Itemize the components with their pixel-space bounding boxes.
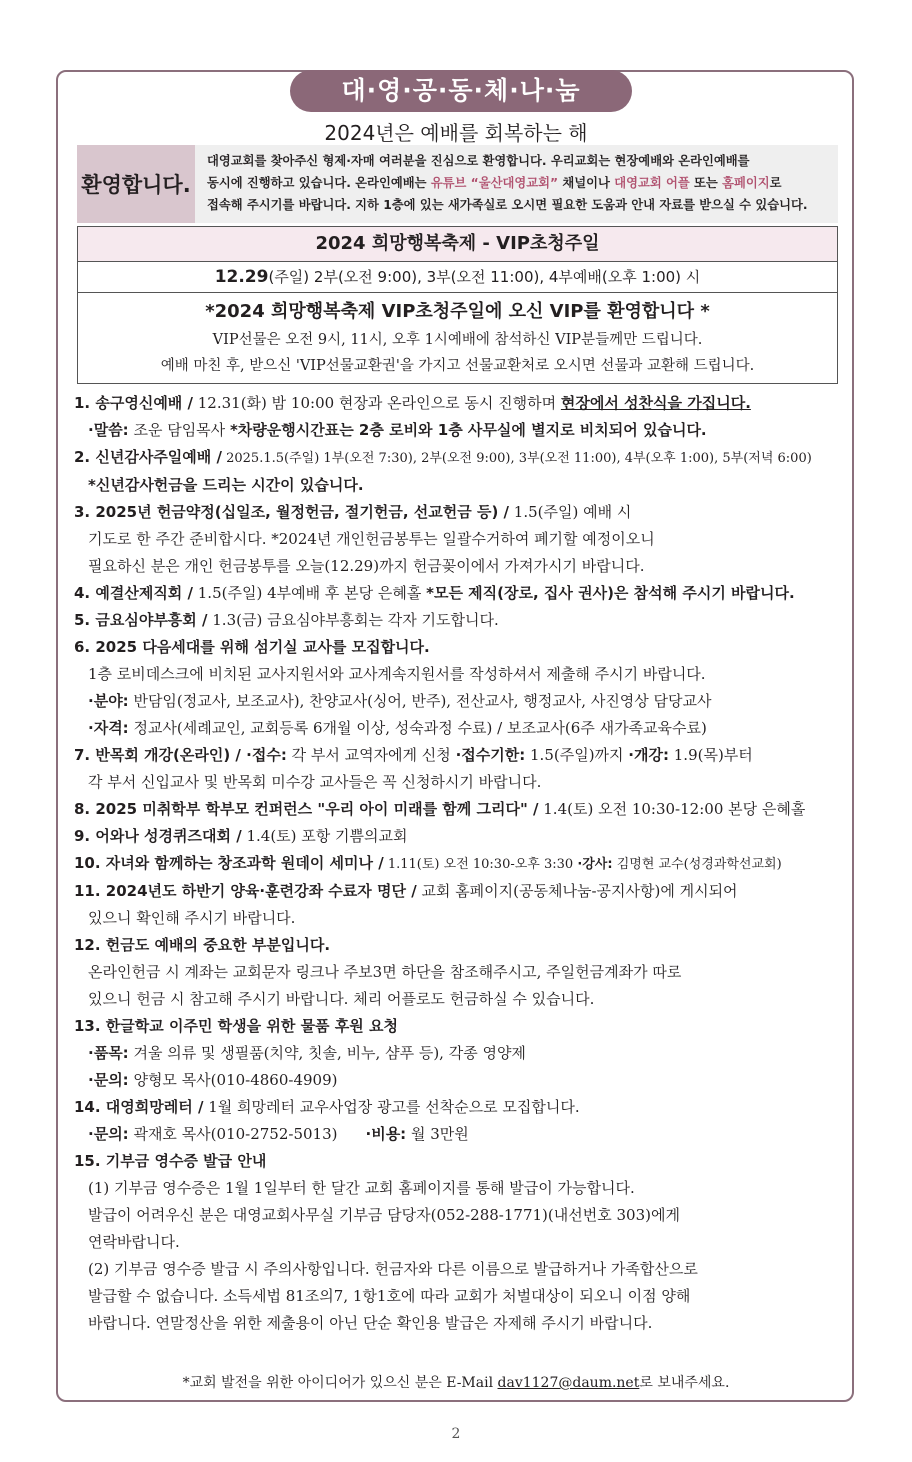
item-label: ·강사: xyxy=(577,857,613,872)
item-label: ·문의: xyxy=(88,1125,129,1143)
vip-line: VIP선물은 오전 9시, 11시, 오후 1시예배에 참석하신 VIP분들께만 드립니다. xyxy=(212,332,703,348)
announcement-line: 1층 로비데스크에 비치된 교사지원서와 교사계속지원서를 작성하셔서 제출해 주시기 바랍니다. xyxy=(88,665,706,683)
item-text: 1.4(토) 포항 기쁨의교회 xyxy=(241,827,408,845)
item-label: ·품목: xyxy=(88,1044,129,1062)
item-text: 2025.1.5(주일) 1부(오전 7:30), 2부(오전 9:00), 3부(오전 11:00), 4부(오후 1:00), 5부(저녁 6:00) xyxy=(221,451,812,466)
announcement-9 xyxy=(74,823,849,850)
item-title: 11. 2024년도 하반기 양육·훈련강좌 수료자 명단 / xyxy=(74,882,417,900)
welcome-line: 접속해 주시기를 바랍니다. 지하 1층에 있는 새가족실로 오시면 필요한 도움과 안내 자료를 받으실 수 있습니다. xyxy=(207,198,808,212)
item-text: 1월 희망레터 교우사업장 광고를 선착순으로 모집합니다. xyxy=(203,1098,580,1116)
item-text: 1.5(주일) 예배 시 xyxy=(509,503,632,521)
announcement-line xyxy=(74,417,849,444)
announcement-line xyxy=(74,688,849,715)
announcement-line: (1) 기부금 영수증은 1월 1일부터 한 달간 교회 홈페이지를 통해 발급이 가능합니다. xyxy=(88,1179,635,1197)
welcome-line xyxy=(207,172,838,194)
announcement-line: 있으니 확인해 주시기 바랍니다. xyxy=(88,909,296,927)
welcome-text xyxy=(195,145,838,223)
item-title: 3. 2025년 헌금약정(십일조, 월정헌금, 절기헌금, 선교헌금 등) / xyxy=(74,503,510,521)
welcome-text-span: 채널이나 xyxy=(558,176,615,190)
item-text: 반담임(정교사, 보조교사), 찬양교사(싱어, 반주), 전산교사, 행정교사, 사진영상 담당교사 xyxy=(128,692,712,710)
vip-date xyxy=(78,262,837,293)
announcement-line: 연락바랍니다. xyxy=(88,1233,180,1251)
vip-box xyxy=(77,226,838,384)
item-label: ·말씀: xyxy=(88,421,129,439)
vip-title: 2024 희망행복축제 - VIP초청주일 xyxy=(78,227,837,262)
item-title: 2. 신년감사주일예배 / xyxy=(74,448,222,466)
announcement-5 xyxy=(74,607,849,634)
announcement-13 xyxy=(74,1013,849,1040)
announcement-line: 필요하신 분은 개인 헌금봉투를 오늘(12.29)까지 헌금꽂이에서 가져가시기 바랍니다. xyxy=(88,557,645,575)
item-text: 현장에서 성찬식을 가집니다. xyxy=(560,394,751,412)
announcement-line: 있으니 헌금 시 참고해 주시기 바랍니다. 체리 어플로도 헌금하실 수 있습니다. xyxy=(88,990,595,1008)
item-text: *신년감사헌금을 드리는 시간이 있습니다. xyxy=(88,476,364,494)
announcement-8 xyxy=(74,796,849,823)
item-title: 12. 헌금도 예배의 중요한 부분입니다. xyxy=(74,936,331,954)
welcome-text-span: 동시에 진행하고 있습니다. 온라인예배는 xyxy=(207,176,431,190)
item-label: ·분야: xyxy=(88,692,129,710)
footer-text: *교회 발전을 위한 아이디어가 있으신 분은 E-Mail xyxy=(182,1375,498,1391)
item-label: ·비용: xyxy=(365,1125,407,1143)
item-text: 1.5(주일)까지 xyxy=(525,746,629,764)
homepage-link[interactable]: 홈페이지 xyxy=(722,176,770,190)
item-text: 월 3만원 xyxy=(406,1125,469,1143)
item-text: 1.11(토) 오전 10:30-오후 3:30 xyxy=(383,857,578,872)
announcement-line: 발급할 수 없습니다. 소득세법 81조의7, 1항1호에 따라 교회가 처벌대상이 되오니 이점 양해 xyxy=(88,1287,691,1305)
announcement-14 xyxy=(74,1094,849,1121)
item-text: 김명현 교수(성경과학선교회) xyxy=(612,857,782,872)
vip-date-rest: (주일) 2부(오전 9:00), 3부(오전 11:00), 4부예배(오후 1:00) 시 xyxy=(268,268,701,286)
item-title: 10. 자녀와 함께하는 창조과학 원데이 세미나 / xyxy=(74,854,384,872)
announcement-4 xyxy=(74,580,849,607)
footer-text: 로 보내주세요. xyxy=(639,1375,730,1391)
announcement-line: 발급이 어려우신 분은 대영교회사무실 기부금 담당자(052-288-1771)(내선번호 303)에게 xyxy=(88,1206,680,1224)
announcement-line: 각 부서 신입교사 및 반목회 미수강 교사들은 꼭 신청하시기 바랍니다. xyxy=(88,773,542,791)
announcement-line xyxy=(74,715,849,742)
announcement-15 xyxy=(74,1148,849,1175)
announcement-line xyxy=(74,1040,849,1067)
announcement-12 xyxy=(74,932,849,959)
welcome-label: 환영합니다. xyxy=(77,145,195,223)
welcome-box xyxy=(77,145,838,223)
vip-headline: *2024 희망행복축제 VIP초청주일에 오신 VIP를 환영합니다 * xyxy=(205,301,710,322)
item-title: 8. 2025 미취학부 학부모 컨퍼런스 "우리 아이 미래를 함께 그리다" / xyxy=(74,800,539,818)
item-label: ·개강: xyxy=(628,746,669,764)
announcement-3 xyxy=(74,499,849,526)
announcement-7 xyxy=(74,742,849,769)
welcome-line: 대영교회를 찾아주신 형제·자매 여러분을 진심으로 환영합니다. 우리교회는 현장예배와 온라인예배를 xyxy=(207,154,750,168)
welcome-text-span: 로 xyxy=(769,176,782,190)
page-title: 대·영·공·동·체·나·눔 xyxy=(290,70,632,112)
church-app-link[interactable]: 대영교회 어플 xyxy=(614,176,690,190)
item-label: ·자격: xyxy=(88,719,129,737)
email-link[interactable]: dav1127@daum.net xyxy=(497,1375,640,1391)
item-text: 정교사(세례교인, 교회등록 6개월 이상, 성숙과정 수료) / 보조교사(6주 새가족교육수료) xyxy=(128,719,707,737)
item-title: 15. 기부금 영수증 발급 안내 xyxy=(74,1152,267,1170)
item-text: 곽재호 목사(010-2752-5013) xyxy=(128,1125,338,1143)
announcement-line xyxy=(74,472,849,499)
announcement-line: 기도로 한 주간 준비합시다. *2024년 개인헌금봉투는 일괄수거하여 폐기할 예정이오니 xyxy=(88,530,655,548)
item-title: 13. 한글학교 이주민 학생을 위한 물품 후원 요청 xyxy=(74,1017,398,1035)
announcement-10 xyxy=(74,850,849,878)
announcement-6 xyxy=(74,634,849,661)
item-text: 교회 홈페이지(공동체나눔-공지사항)에 게시되어 xyxy=(416,882,738,900)
item-text: 1.3(금) 금요심야부흥회는 각자 기도합니다. xyxy=(207,611,499,629)
announcement-line xyxy=(74,1121,849,1148)
announcement-1 xyxy=(74,390,849,417)
item-text: 1.9(목)부터 xyxy=(668,746,753,764)
item-title: 9. 어와나 성경퀴즈대회 / xyxy=(74,827,242,845)
item-text: 겨울 의류 및 생필품(치약, 칫솔, 비누, 샴푸 등), 각종 영양제 xyxy=(128,1044,526,1062)
youtube-channel-link[interactable]: 유튜브 “울산대영교회” xyxy=(430,176,559,190)
item-text: *모든 제직(장로, 집사 권사)은 참석해 주시기 바랍니다. xyxy=(426,584,795,602)
item-title: 5. 금요심야부흥회 / xyxy=(74,611,208,629)
announcement-line xyxy=(74,1067,849,1094)
page-number: 2 xyxy=(451,1426,461,1442)
item-title: 4. 예결산제직회 / xyxy=(74,584,193,602)
announcements xyxy=(74,390,849,1337)
item-title: 1. 송구영신예배 / xyxy=(74,394,193,412)
welcome-text-span: 또는 xyxy=(689,176,723,190)
item-text: 양형모 목사(010-4860-4909) xyxy=(128,1071,338,1089)
item-label: ·접수기한: xyxy=(455,746,526,764)
announcement-line: 바랍니다. 연말정산을 위한 제출용이 아닌 단순 확인용 발급은 자제해 주시기 바랍니다. xyxy=(88,1314,653,1332)
page-subtitle: 2024년은 예배를 회복하는 해 xyxy=(324,121,588,145)
item-text: 1.4(토) 오전 10:30-12:00 본당 은혜홀 xyxy=(538,800,806,818)
item-text: 12.31(화) 밤 10:00 현장과 온라인으로 동시 진행하며 xyxy=(193,394,561,412)
item-title: 7. 반목회 개강(온라인) / ·접수: xyxy=(74,746,287,764)
item-text: 각 부서 교역자에게 신청 xyxy=(286,746,456,764)
item-text: 1.5(주일) 4부예배 후 본당 은혜홀 xyxy=(193,584,427,602)
item-text: *차량운행시간표는 2층 로비와 1층 사무실에 별지로 비치되어 있습니다. xyxy=(229,421,707,439)
item-label: ·문의: xyxy=(88,1071,129,1089)
item-title: 14. 대영희망레터 / xyxy=(74,1098,204,1116)
footer-note xyxy=(0,1372,912,1392)
announcement-11 xyxy=(74,878,849,905)
announcement-line: 온라인헌금 시 계좌는 교회문자 링크나 주보3면 하단을 참조해주시고, 주일헌금계좌가 따로 xyxy=(88,963,682,981)
vip-line: 예배 마친 후, 받으신 'VIP선물교환권'을 가지고 선물교환처로 오시면 선물과 교환해 드립니다. xyxy=(160,358,755,374)
vip-date-big: 12.29 xyxy=(214,267,269,287)
announcement-2 xyxy=(74,444,849,472)
item-title: 6. 2025 다음세대를 위해 섬기실 교사를 모집합니다. xyxy=(74,638,430,656)
item-text: 조운 담임목사 xyxy=(128,421,230,439)
announcement-line: (2) 기부금 영수증 발급 시 주의사항입니다. 헌금자와 다른 이름으로 발급하거나 가족합산으로 xyxy=(88,1260,698,1278)
